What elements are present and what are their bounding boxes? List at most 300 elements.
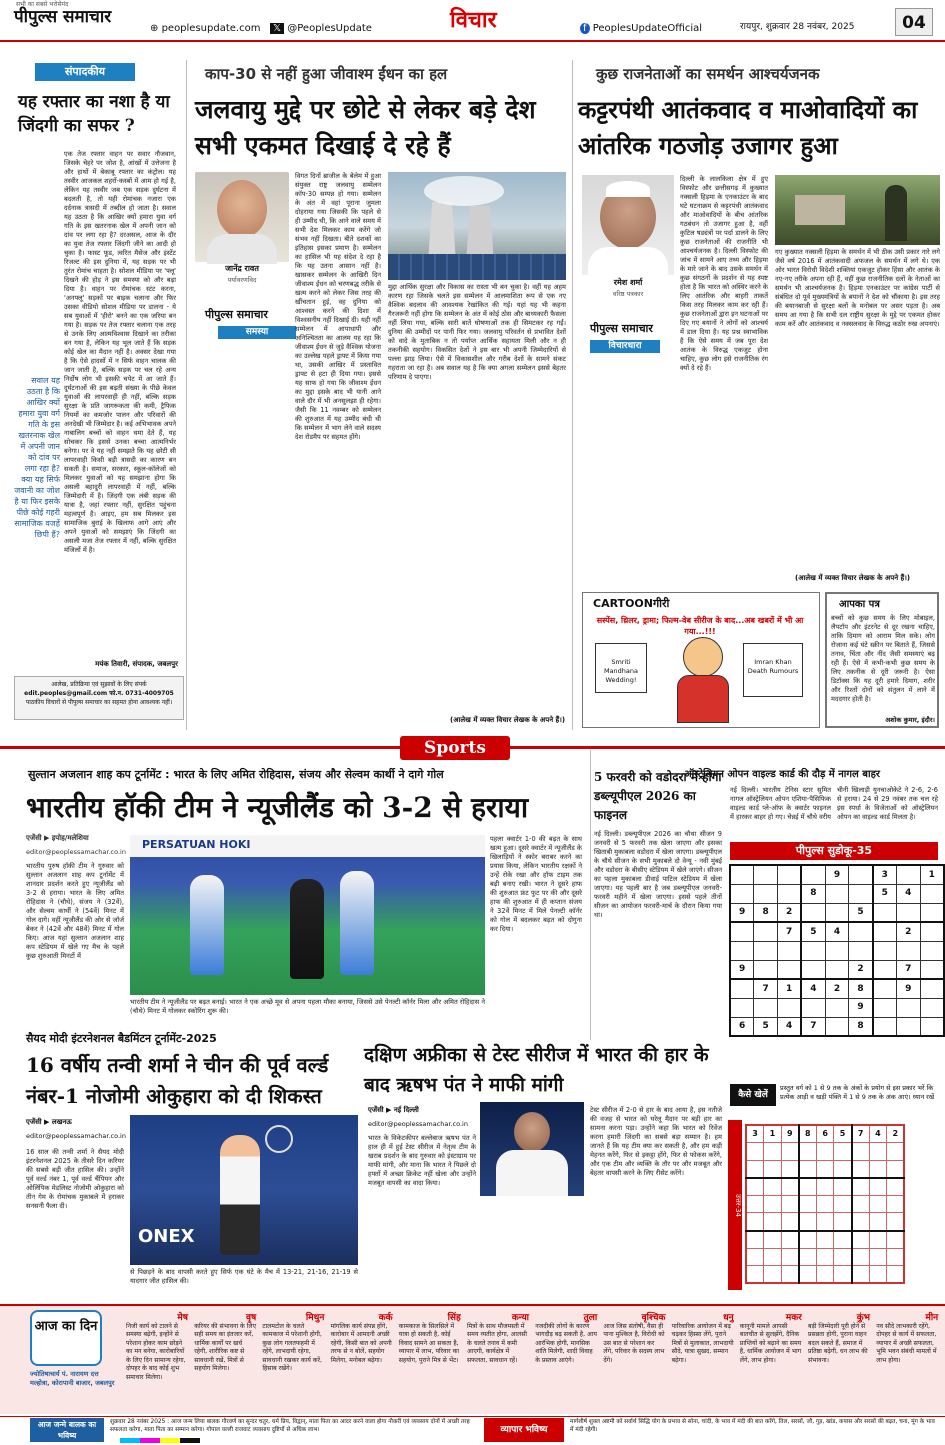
sudoku-cell[interactable] — [825, 1017, 849, 1036]
cartoon-box — [582, 592, 820, 728]
sudoku-cell[interactable]: 1 — [920, 865, 944, 884]
kaise-khelen-text: प्रस्तुत वर्ग को 1 से 9 तक के अंकों के प्रयोग से इस प्रकार भरें कि प्रत्येक आड़ी व खड़ी पंक्ति में 1 से 9 तक के अंक आएं। ध्यान रखें — [780, 1084, 935, 1101]
sudoku-row — [730, 922, 944, 941]
sudoku-cell — [816, 1178, 834, 1196]
sudoku-cell — [869, 1195, 887, 1213]
sudoku-cell — [781, 1195, 799, 1213]
rashi-text: पारिवारिक आयोजन में बढ़ चढ़कर हिस्सा लेंगे, पुराने मित्रों से मुलाकात, लाभदायी सौदे, यात्रा सुखद, सम्मान बढ़ेगा। — [671, 1322, 734, 1364]
rashi-name: धनु — [723, 1313, 734, 1323]
sudoku-cell — [834, 1195, 852, 1213]
sudoku-cell[interactable]: 2 — [896, 922, 920, 941]
sudoku-cell: 5 — [834, 1125, 852, 1143]
sudoku-cell[interactable] — [896, 941, 920, 960]
sudoku-grid[interactable] — [729, 864, 945, 1037]
sudoku-cell[interactable] — [778, 960, 802, 979]
sudoku-cell — [834, 1213, 852, 1231]
sudoku-cell — [887, 1231, 905, 1249]
x-icon: 𝕏 — [270, 23, 284, 34]
rashi-item — [329, 1312, 395, 1410]
climate-body-1b — [195, 352, 381, 724]
sudoku-cell[interactable] — [801, 998, 825, 1017]
sudoku-cell[interactable]: 7 — [754, 979, 778, 998]
pant-agency: एजेंसी ▶ नई दिल्ली — [368, 1106, 419, 1114]
contact-line: आलेख, प्रतिक्रिया एवं सुझावों के लिए संपर्क — [51, 681, 147, 688]
sudoku-cell — [764, 1231, 782, 1249]
sudoku-cell — [746, 1143, 764, 1161]
sudoku-cell[interactable]: 7 — [896, 960, 920, 979]
editorial-title: यह रफ्तार का नशा है या जिंदगी का सफर ? — [18, 92, 170, 136]
badminton-email[interactable]: editor@peoplessamachar.co.in — [26, 1132, 126, 1140]
climate-body-1: विगत दिनों ब्राजील के बेलेम में हुआ संयुक्त राष्ट्र जलवायु सम्मेलन कॉप-30 सम्पन्न हो गया। सम्मेलन के अंत में वहां पूराना जुमला दोहराया गया जिसकी कि पहले से ही उम्मीद थी, कि आने वाले समय में सभी देश मिलकर काम करेंगे जो संभव नहीं दिखता। बीते दशकों का इतिहास इसका प्रमाण है। सम्मेलन का हासिल भी यह संदेश दे रहा है कि यह उतना आसान नहीं है। खासकर सम्मेलन के आखिरी दिन जीवाश्म ईंधन को चरणबद्ध तरीके से खत्म करने को लेकर जिस तरह की खींचतान हुई, वह दुनिया को आश्वस्त करने की दिशा में विश्वसनीय नहीं दिखाई दी। यही नहीं सम्मेलन में आपाधापी और अनिश्चितता का आलम यह रहा कि जीवाश्म ईंधन से जुड़े वैश्विक योजना का उल्लेख पहले ड्राफ्ट में किया गया था, उसकी आखिर में प्रस्तावित ड्राफ्ट से हटा ही दिया गया। इससे यह साफ हो गया कि जीवाश्म ईंधन का मुद्दा इसके बाद भी यानी आने वाले दौर में भी अनसुलझा ही रहेगा। जैसी कि 11 नवम्बर को सम्मेलन की शुरुआत में यह उम्मीद बंधी थी कि सम्मेलन में भाग लेने वाले सदस्य देश रोडमैप पर सहमत होंगे। — [295, 172, 381, 441]
aus-headline: ऑस्ट्रेलियन ओपन वाइल्ड कार्ड की दौड़ में नागल बाहर — [684, 769, 880, 780]
sudoku-cell — [781, 1143, 799, 1161]
terror-body-1b — [582, 365, 768, 585]
sudoku-cell — [816, 1143, 834, 1161]
registration-bar — [140, 1438, 160, 1443]
sudoku-cell — [764, 1160, 782, 1178]
sudoku-cell[interactable] — [873, 922, 897, 941]
cartoon-figure — [673, 637, 733, 725]
climate-note: (आलेख में व्यक्त विचार लेखक के अपने हैं।) — [450, 716, 566, 724]
sudoku-cell — [746, 1266, 764, 1284]
rashi-text: कानूनी मामले आपसी बातचीत से सुलझेंगे, दैनिक प्राप्तियों को बढ़ाने का समय है, धार्मिक आयोजन में भाग लेंगे, लाभ होगा। — [739, 1322, 802, 1364]
rashi-item — [260, 1312, 326, 1410]
sudoku-cell — [799, 1143, 817, 1161]
sudoku-cell — [816, 1195, 834, 1213]
badminton-kicker: सैयद मोदी इंटरनेशनल बैडमिंटन टूर्नामेंट-2025 — [26, 1032, 217, 1045]
contact-email[interactable]: edit.peoples@gmail.com फो.न. 0731-4009705 — [24, 690, 174, 697]
sudoku-cell[interactable]: 8 — [849, 979, 873, 998]
sudoku-cell[interactable] — [825, 960, 849, 979]
sudoku-row — [730, 865, 944, 884]
pant-headline: दक्षिण अफ्रीका से टेस्ट सीरीज में भारत की हार के बाद ऋषभ पंत ने माफी मांगी — [364, 1044, 709, 1096]
terror-body-1: दिल्ली के लालकिला क्षेत्र में हुए विस्फोट और छत्तीसगढ़ में कुख्यात नक्सली हिड़मा के एनकाउंटर के बाद घटे घटनाक्रम से कट्टरपंथी आतंकवाद और माओवादियों के बीच आंतरिक गठबंधन तो उजागर हुआ है, वहीं कुटिल षड्यंत्रों पर पर्दा डालने के लिए कुछ राजनेताओं की राजनीति भी आश्चर्यजनक है। दिल्ली विस्फोट की जांच में सामने आए तथ्य और हिड़मा के मारे जाने के बाद उसके समर्थन में कुछ संगठनों के प्रदर्शन से यह स्पष्ट होता है कि भारत को अस्थिर करने के लिए आतंरिक और बाहरी ताकतें किस तरह मिलकर काम कर रही हैं। कुछ राजनेताओं द्वारा इन घटनाओं पर दिए गए बयानों ने लोगों को आश्चर्य में डाल दिया है। यह प्रश्न स्वाभाविक है कि ऐसे समय में जब पूरा देश आतंक के विरुद्ध एकजुट होना चाहिए, कुछ लोग इसे राजनीतिक रंग क्यों दे रहे हैं। — [680, 175, 768, 372]
sudoku-cell — [764, 1248, 782, 1266]
rashi-text: करियर की संभावना के लिए सही समय का इंतजार करें, धार्मिक कार्यों पर खर्च रहेगी, शारीरिक कष्ट से सावधानी रखें, मित्रों से सहयोग मिलेगा। — [194, 1322, 256, 1372]
pant-body-2: टेस्ट सीरीज में 2-0 से हार के बाद आया है, इस नतीजे की वजह से भारत को घरेलू मैदान पर बड़ी हार का सामना करना पड़ा। उन्होंने कहा कि भारत को रिवेंज करना हमारी जिंदगी का सबसे बड़ा सम्मान है। हम जानते हैं कि यह टीम क्या कर सकती है, और हम कड़ी मेहनत करेंगे, फिर से इकट्ठा होंगे, फिर से फोकस करेंगे, और एक टीम और व्यक्ति के तौर पर और मजबूत और बेहतर वापसी करने के लिए रीसेट करेंगे। — [590, 1106, 722, 1177]
sudoku-row — [746, 1266, 904, 1284]
newspaper-logo: पीपुल्स समाचार — [14, 7, 112, 27]
editorial-contact-box — [14, 676, 184, 720]
sudoku-cell[interactable] — [825, 941, 849, 960]
sudoku-cell[interactable]: 4 — [801, 979, 825, 998]
sudoku-cell[interactable] — [920, 922, 944, 941]
column-tag-2: विचारधारा — [590, 340, 660, 353]
sudoku-cell[interactable]: 5 — [849, 903, 873, 922]
sudoku-cell[interactable] — [801, 865, 825, 884]
badminton-photo: ONEX — [130, 1115, 358, 1265]
business-text: मार्गशीर्ष शुक्ल अष्टमी को सर्वार्थ सिद्धि योग के प्रभाव से सोना, चांदी, के भाव में मंदी की बात करेंगे, तिल, सरसों, जौ, गुड़, खांड, कपास और सरसों की बढ़त, चना, मूंग के भाव में मंदी रहेगी। — [570, 1419, 935, 1433]
sudoku-cell — [764, 1266, 782, 1284]
hockey-photo: PERSATUAN HOKI — [130, 835, 485, 995]
rashi-name: मकर — [785, 1313, 802, 1323]
cartoon-sign-1: Smriti Mandhana Wedding! — [595, 643, 647, 693]
sudoku-cell — [852, 1213, 870, 1231]
sudoku-cell[interactable] — [849, 922, 873, 941]
sudoku-cell — [799, 1231, 817, 1249]
sudoku-cell[interactable] — [754, 941, 778, 960]
rashi-text: नव सौदे लाभकारी रहेंगे, दोपहर से कार्य में सफलता, व्यापार में अच्छी सफलता, भूमि भवन संबंधी मामलों में लाभ होगा। — [876, 1322, 937, 1364]
sudoku-cell — [816, 1248, 834, 1266]
rashi-text: आज जिस संतोषी, वैसा ही पाना मुश्किल है, विरोधी को उस बात से परेशान कर लेंगे, परिवार के सदस्य लाभ देंगे। — [603, 1322, 665, 1364]
hockey-photo-caption: भारतीय टीम ने न्यूजीलैंड पर बढ़त बनाई। भारत ने एक अच्छे मूव से अपना पहला मौका बनाया, जिससे उसे पेनल्टी कॉर्नर मिला और अमित रोहिदास ने (चौथे) मिनट में गोलकर स्कोरिंग शुरू की। — [130, 998, 485, 1015]
sudoku-cell — [764, 1195, 782, 1213]
sudoku-cell: 2 — [887, 1125, 905, 1143]
sudoku-cell — [799, 1213, 817, 1231]
sudoku-cell — [852, 1178, 870, 1196]
sudoku-cell — [887, 1248, 905, 1266]
sudoku-cell — [816, 1266, 834, 1284]
sudoku-cell — [834, 1266, 852, 1284]
website-link[interactable]: ⊕ peoplesupdate.com — [150, 23, 261, 34]
rashi-name: मिथुन — [305, 1313, 325, 1323]
sudoku-cell[interactable] — [896, 903, 920, 922]
sudoku-cell — [834, 1178, 852, 1196]
column-tag: समस्या — [218, 326, 296, 339]
badminton-caption: से पिछड़ने के बाद वापसी करते हुए सिर्फ एक घंटे के मैच में 13-21, 21-16, 21-19 से यादगार जीत हासिल की। — [130, 1268, 358, 1285]
sudoku-cell[interactable] — [920, 979, 944, 998]
disclaimer: पाठकीय विचारों से पीपुल्स समाचार का सहमत होना आवश्यक नहीं। — [25, 699, 173, 706]
sudoku-cell[interactable] — [730, 979, 754, 998]
sports-section-label: Sports — [400, 736, 510, 760]
rashi-text: मांगलिक कार्य संपन्न होंगे, कारोबार में आमदनी अच्छी रहेगी, किसी बात को अपनी तरफ से न बोलें, सहयोग मिलेगा, मनोबल बढ़ेगा। — [330, 1322, 392, 1364]
column-logo: पीपुल्स समाचार — [205, 308, 268, 321]
sudoku-cell — [869, 1213, 887, 1231]
badminton-headline: 16 वर्षीय तन्वी शर्मा ने चीन की पूर्व वर्ल्ड नंबर-1 नोजोमी ओकुहारा को दी शिकस्त — [26, 1053, 329, 1108]
maoist-photo — [775, 175, 940, 245]
rashi-text: बड़ी जिम्मेदारी पूरी होने से प्रसन्नता होगी, पुराना वाहन बदल सकते हैं, समाज में प्रतिष्ठा बढ़ेगी, धन लाभ की संभावना। — [808, 1322, 868, 1364]
power-plant-photo — [388, 172, 566, 280]
sudoku-cell — [781, 1266, 799, 1284]
answer-label: उत्तर-34 — [728, 1120, 742, 1290]
sudoku-cell[interactable] — [920, 941, 944, 960]
sudoku-cell — [887, 1160, 905, 1178]
rashi-item — [806, 1312, 872, 1410]
sudoku-cell: 3 — [746, 1125, 764, 1143]
sudoku-cell[interactable] — [754, 998, 778, 1017]
pant-email[interactable]: editor@peoplessamachar.co.in — [368, 1120, 468, 1128]
sudoku-cell — [887, 1178, 905, 1196]
sudoku-cell[interactable] — [849, 865, 873, 884]
sudoku-cell — [852, 1160, 870, 1178]
sudoku-cell: 7 — [852, 1125, 870, 1143]
sudoku-cell — [852, 1195, 870, 1213]
sudoku-cell: 4 — [869, 1125, 887, 1143]
rashi-text: मित्रों के साथ मौजमस्ती में समय व्यतीत होगा, आलसी के चलते तनाव में कमी आएगी, कार्यक्षेत्र में सफलता, सावधान रहें। — [467, 1322, 527, 1364]
sudoku-cell[interactable] — [730, 998, 754, 1017]
rashi-text: निजी कार्य को टालने से समस्या बढ़ेगी, इन्होंने से परेशान होकर काम छोड़ने का मन बनेगा, कारोबारियों के लिए दिन सामान्य रहेगा, दोपहर के बाद कोई शुभ समाचार मिलेगा। — [126, 1322, 186, 1381]
climate-body-2: मुद्दा आर्थिक सुरक्षा और विकास का रास्ता भी बन चुका है। वहीं यह अहम कारण रहा जिसके चलते इस सम्मेलन में आलमाशिता रूप से एक नए वैश्विक बदलाव की आवश्यक रेखांकित की गई। यहां यह भी कहना गैरजरूरी नहीं होगा कि सम्मेलन के अंत में कोई ठोस और बाध्यकारी फैसला नहीं लिया गया, बल्कि सारी बातें घोषणाओं तक ही सिमटकर रह गईं। दुनिया की उम्मीदों पर पानी फिर गया। जलवायु परिवर्तन से प्रभावित देशों को वादे के मुताबिक न तो पर्याप्त आर्थिक सहायता मिली और न ही तकनीकी सहयोग। विकसित देशों ने इस बार भी अपनी जिम्मेदारियों से पल्ला झाड़ लिया। ऐसे में विकासशील और गरीब देशों के सामने संकट गहराता जा रहा है। अब सवाल यह है कि क्या अगला सम्मेलन इससे बेहतर परिणाम दे पाएगा। — [388, 283, 566, 381]
sudoku-row — [730, 960, 944, 979]
sudoku-row — [730, 998, 944, 1017]
wpl-body: नई दिल्ली। डब्ल्यूपीएल 2026 का चौथा सीजन 9 जनवरी से 5 फरवरी तक खेला जाएगा और इसका खिताबी मुकाबला वडोदरा में खेला जाएगा। डब्ल्यूपीएल के चौथे सीजन के सभी मुकाबले दो वेन्यू - नवी मुंबई और वडोदरा के बीसीए स्टेडियम में खेले जाएंगे। सीजन का पहला मुकाबला डीवाई पाटिल स्टेडियम में खेला जाएगा। यह पहली बार है जब डब्ल्यूपीएल जनवरी-फरवरी महीने में खेला जाएगा। इससे पहले तीनों सीजन का आयोजन फरवरी-मार्च के दौरान किया गया था। — [594, 830, 722, 919]
sudoku-cell[interactable]: 1 — [778, 979, 802, 998]
editorial-label: संपादकीय — [35, 63, 135, 81]
sudoku-cell[interactable] — [920, 998, 944, 1017]
author-photo — [195, 172, 289, 262]
aaj-janme-text: शुक्रवार 28 नवंबर 2025 : आज जन्म लिया बालक गौरवर्ण का सुन्दर चतुर, धर्म प्रिय, विद्वान्, माता पिता का आदर करने वाला होगा नौकरी एवं व्यवसाय दोनों में अच्छी तरह सफलता करेगा, माता पिता का सम्मान करेगा। गोपाल वल्ली राजवाट व्यवसाय दुष्टियों से अधिक लाभ। — [110, 1419, 470, 1433]
sudoku-cell — [869, 1160, 887, 1178]
sudoku-cell — [834, 1160, 852, 1178]
sudoku-cell[interactable] — [896, 865, 920, 884]
letters-label: आपका पत्र — [839, 599, 880, 610]
facebook-link[interactable]: f PeoplesUpdateOfficial — [580, 22, 702, 36]
column-divider — [186, 60, 187, 730]
sudoku-cell[interactable]: 9 — [849, 998, 873, 1017]
sudoku-cell[interactable] — [754, 884, 778, 903]
rashi-name: मेष — [177, 1313, 188, 1323]
dateline: रायपुर, शुक्रवार 28 नवंबर, 2025 — [740, 22, 855, 32]
rashi-item — [601, 1312, 667, 1410]
sudoku-cell — [887, 1213, 905, 1231]
sudoku-cell[interactable] — [825, 903, 849, 922]
sudoku-cell: 9 — [781, 1125, 799, 1143]
rashi-item — [397, 1312, 463, 1410]
sudoku-cell[interactable] — [801, 941, 825, 960]
sudoku-cell[interactable]: 7 — [801, 1017, 825, 1036]
sudoku-cell[interactable]: 8 — [801, 884, 825, 903]
sudoku-row — [730, 979, 944, 998]
registration-bar — [120, 1438, 140, 1443]
sudoku-row — [746, 1178, 904, 1196]
sudoku-cell — [746, 1195, 764, 1213]
sudoku-cell[interactable] — [778, 998, 802, 1017]
sudoku-cell[interactable]: 4 — [778, 1017, 802, 1036]
aaj-janme-label: आज जन्मे बालक का भविष्य — [30, 1418, 104, 1442]
sudoku-answer-grid — [745, 1124, 905, 1284]
hockey-email[interactable]: editor@peoplessamachar.co.in — [26, 848, 126, 856]
tagline: सभी का सबसे भरोसेमंद — [16, 1, 69, 8]
editorial-body: एक तेज रफ्तार वाहन पर सवार नौजवान, जिसके चेहरे पर जोश है, आंखों में उत्तेजना है और हाथों में बेकाबू रफ्तार का कंट्रोल। यह तस्वीर आजकल शहरों-कस्बों में आम हो गई है, लेकिन यह तस्वीर जब एक सड़क दुर्घटना में बदलती है, तो यही रोमांचक नजारा एक दर्दनाक त्रासदी में तब्दील हो जाता है। सवाल यह उठता है कि आखिर क्यों हमारा युवा वर्ग गति के इस खतरनाक खेल में अपनी जान को दांव पर लगा रहा है? दरअसल, आज के दौर का युवा तेज रफ्तार जिंदगी जीने का आदी हो चुका है। फास्ट फूड, त्वरित मैसेज और इंस्टेंट रिजल्ट की इस दुनिया में, यह सड़क पर भी तुरंत रोमांच चाहता है। सोशल मीडिया पर 'फ्लू' दिखने की होड़ ने इस समस्या को और बढ़ा दिया है। वाहन पर रोमांचक स्टंट करना, 'अनफ्लू' सड़कों पर बाइक चलाना और फिर उसका वीडियो सोशल मीडिया पर डालना - ये सब युवाओं में 'हीरो' बनने का एक जरिया बन गया है। सड़क पर तेज रफ्तार चलाना एक तरह से उनके लिए आत्मविश्वास दिखाने का तरीका बन गया है, लेकिन यह भूल जाते हैं कि सड़क कोई खेल का मैदान नहीं है। अक्सर देखा गया है कि ऐसे हादसों में न सिर्फ वाहन चालक की जान जाती है, बल्कि सड़क पर चल रहे अन्य निर्दोष लोग भी इसकी चपेट में आ जाते हैं। दुर्घटनाओं की इस बढ़ती संख्या के पीछे केवल युवाओं की लापरवाही ही नहीं, बल्कि सड़क सुरक्षा के प्रति जागरूकता की कमी, ट्रैफिक नियमों का कमजोर पालन और परिवारों की अनदेखी भी जिम्मेदार है। कई अभिभावक अपने नाबालिग बच्चों को वाहन थमा देते हैं, यह सोचकर कि इससे उनका बच्चा आत्मनिर्भर बनेगा। पर वे यह नहीं समझते कि यह छोटी सी लापरवाही किसी बड़ी त्रासदी का कारण बन सकती है। समाज, सरकार, स्कूल-कॉलेजों को मिलकर युवाओं को यह समझाना होगा कि असली बहादुरी लापरवाही में नहीं, बल्कि जिम्मेदारी में है। जिंदगी एक लंबी सड़क की यात्रा है, जहां रफ्तार नहीं, सुरक्षित पहुंचना महत्वपूर्ण है। आइए, हम सब मिलकर इस सामाजिक बुराई के खिलाफ आगे आएं और अपने युवाओं को समझाएं कि जिंदगी का असली मजा तेज रफ्तार में नहीं, बल्कि सुरक्षित मंजिलों में है। — [64, 150, 176, 554]
sudoku-cell[interactable] — [801, 903, 825, 922]
rashi-name: कुंभ — [856, 1313, 870, 1323]
rashi-item — [738, 1312, 804, 1410]
sudoku-cell — [887, 1266, 905, 1284]
sudoku-cell[interactable] — [730, 922, 754, 941]
sudoku-cell[interactable] — [920, 903, 944, 922]
sudoku-cell[interactable]: 5 — [873, 884, 897, 903]
aus-body: नई दिल्ली। भारतीय टेनिस स्टार सुमित नागल ऑस्ट्रेलियन ओपन एशिया-पैसिफिक वाइल्ड कार्ड प्ले-ऑफ के क्वार्टर फाइनल में हारकर बाहर हो गए। चेन्नई में चौथे वरीय चीनी खिलाड़ी युनचाओकेटे ने 2-6, 2-6 से हराया। 24 से 29 नवंबर तक चल रहे इस स्पर्धा के विजेताओं को ऑस्ट्रेलियन ओपन का वाइल्ड कार्ड मिलता है। — [730, 786, 938, 821]
sudoku-cell — [816, 1160, 834, 1178]
pant-body: भारत के विकेटकीपर बल्लेबाज ऋषभ पंत ने हाल ही में हुई टेस्ट सीरीज में नेतृत्व टीम के खराब प्रदर्शन के बाद गुरुवार को इंस्टाग्राम पर माफी मांगी, और माना कि भारत ने पिछले दो हफ्तों में अच्छा क्रिकेट नहीं खेला और उन्होंने मजबूत वापसी का वादा किया। — [368, 1134, 476, 1187]
twitter-link[interactable]: 𝕏 @PeoplesUpdate — [270, 22, 372, 36]
sudoku-cell — [852, 1248, 870, 1266]
letters-body: बच्चों को कुछ समय के लिए मोबाइल, लैपटॉप और इंटरनेट से दूर रखना चाहिए, ताकि दिमाग को आराम मिल सके। लोग रोजाना कई घंटे स्क्रीन पर बिताते हैं, जिससे तनाव, चिंता और नींद जैसी समस्याएं बढ़ रही हैं। ऐसे में कभी-कभी कुछ समय के लिए तकनीक से दूरी जरूरी है। ऐसा डिटॉक्स कि यह दूरी हमारे दिमाग, शरीर और रिश्तों दोनों को संतुलन में लाने में मददगार होती है। — [831, 614, 935, 703]
sudoku-cell — [869, 1178, 887, 1196]
kaise-khelen-label: कैसे खेलें — [730, 1084, 776, 1106]
sudoku-cell[interactable]: 9 — [730, 960, 754, 979]
sudoku-cell[interactable] — [873, 1017, 897, 1036]
sudoku-cell — [746, 1213, 764, 1231]
hockey-agency: एजेंसी ▶ इपोह/मलेशिया — [26, 834, 89, 842]
sudoku-cell[interactable] — [873, 998, 897, 1017]
sudoku-cell[interactable] — [873, 979, 897, 998]
cartoon-caption: सस्पेंस, थ्रिलर, ड्रामा; फिल्म-वेब सीरीज के बाद...अब खबरों में भी आ गया...!!! — [596, 616, 804, 636]
rashi-item — [670, 1312, 736, 1410]
registration-bar — [180, 1438, 200, 1443]
column-divider-2 — [572, 60, 573, 730]
hockey-body-2: पहला क्वार्टर 1-0 की बढ़त के साथ खत्म हुआ। दूसरे क्वार्टर में न्यूजीलैंड के खिलाड़ियों ने स्कोर बराबर करने का प्रयास किया, लेकिन भारतीय रक्षकों ने उन्हें रोके रखा और हॉफ टाइम तक बढ़ी बनाए रखी। भारत ने दूसरे हाफ की शुरुआत फ्रंट फुट पर की और दूसरे हाफ की शुरुआत में ही कप्तान संजय ने 32वें मिनट में मिले पेनल्टी कॉर्नर को गोल में बदलकर बढ़त को दोगुना कर दिया। — [490, 835, 582, 933]
rashi-name: सिंह — [447, 1313, 461, 1323]
sudoku-cell[interactable] — [730, 941, 754, 960]
rashi-name: वृश्चिक — [641, 1313, 666, 1323]
rashi-text: कामकाज के सिलसिले में यात्रा हो सकती है, कोई विवाद सामने आ सकता है, व्यापार में लाभ, परिवार का सहयोग, पुराने मित्र से भेंट। — [398, 1322, 460, 1364]
sudoku-cell[interactable] — [920, 1017, 944, 1036]
terror-note: (आलेख में व्यक्त विचार लेखक के अपने हैं।) — [795, 574, 911, 582]
sudoku-cell — [799, 1178, 817, 1196]
sudoku-row — [730, 903, 944, 922]
sudoku-cell[interactable]: 7 — [778, 922, 802, 941]
sudoku-cell[interactable] — [778, 865, 802, 884]
sudoku-cell: 1 — [764, 1125, 782, 1143]
badminton-agency: एजेंसी ▶ लखनऊ — [26, 1118, 72, 1126]
climate-author-role: पर्यावरणविद — [227, 276, 257, 284]
sudoku-cell — [764, 1178, 782, 1196]
rashi-item — [874, 1312, 940, 1410]
page-number: 04 — [895, 8, 933, 36]
sudoku-cell — [869, 1143, 887, 1161]
sudoku-cell — [887, 1195, 905, 1213]
sudoku-cell[interactable]: 2 — [849, 960, 873, 979]
sudoku-cell[interactable] — [825, 884, 849, 903]
sudoku-cell — [852, 1143, 870, 1161]
section-title: विचार — [450, 7, 497, 33]
sudoku-cell[interactable]: 9 — [825, 865, 849, 884]
sudoku-row — [730, 1017, 944, 1036]
rashi-item — [192, 1312, 258, 1410]
sudoku-cell — [764, 1213, 782, 1231]
rashi-text: नजदीकी लोगों के कारण भागदौड़ बढ़ सकती है, आय आरंभिक होगी, मानसिक शांति मिलेगी, शादी विवाह के प्रस्ताव आएंगे। — [535, 1322, 597, 1364]
sudoku-label: पीपुल्स सुडोकू-35 — [730, 842, 938, 860]
sudoku-cell — [869, 1248, 887, 1266]
sudoku-cell — [781, 1160, 799, 1178]
hockey-kicker: सुल्तान अजलान शाह कप टूर्नामेंट : भारत के लिए अमित रोहिदास, संजय और सेल्वम कार्थी ने दागे गोल — [28, 768, 444, 781]
sudoku-cell — [781, 1231, 799, 1249]
sudoku-cell[interactable] — [754, 922, 778, 941]
business-label: व्यापार भविष्य — [484, 1418, 564, 1442]
rashi-name: वृष — [245, 1313, 257, 1323]
sudoku-cell[interactable]: 2 — [825, 979, 849, 998]
sudoku-cell — [869, 1231, 887, 1249]
sudoku-cell — [764, 1143, 782, 1161]
sudoku-cell[interactable] — [873, 941, 897, 960]
terror-kicker: कुछ राजनेताओं का समर्थन आश्चर्यजनक — [596, 65, 820, 83]
sudoku-row — [746, 1125, 904, 1143]
sudoku-cell[interactable] — [825, 998, 849, 1017]
sudoku-cell[interactable]: 5 — [754, 1017, 778, 1036]
sudoku-cell[interactable] — [778, 941, 802, 960]
sudoku-cell — [816, 1231, 834, 1249]
sudoku-cell — [816, 1213, 834, 1231]
sudoku-row — [730, 884, 944, 903]
facebook-icon: f — [580, 23, 590, 34]
rashi-item — [465, 1312, 531, 1410]
sudoku-cell[interactable] — [896, 1017, 920, 1036]
rashi-name: कर्क — [378, 1313, 393, 1323]
sudoku-cell — [799, 1266, 817, 1284]
sudoku-cell[interactable]: 3 — [873, 865, 897, 884]
sudoku-cell[interactable] — [801, 960, 825, 979]
climate-author: जानेंद्र रावत — [225, 264, 259, 273]
sudoku-cell[interactable] — [920, 960, 944, 979]
cartoon-sign-2: Imran Khan Death Rumours — [743, 643, 803, 697]
sudoku-cell[interactable]: 8 — [849, 1017, 873, 1036]
sudoku-row — [746, 1248, 904, 1266]
terror-body-2: गए कुख्यात नक्सली हिड़मा के समर्थन में भी ठीक उसी प्रकार नारे लगे जैसे वर्ष 2016 में आतंकवादी अफजल के समर्थन में लगे थे। एक ओर भारत विरोधी विदेशी शक्तियां एकजुट होकर हिंसा और आतंक के नए-नए तरीके अपना रही हैं, वहीं कुछ राजनीतिक दलों के नेताओं का समर्थन भी आश्चर्यजनक है। हिड़मा एनकाउंटर पर कांग्रेस पार्टी से संबंधित दो पूर्व मुख्यमंत्रियों के बयानों ने देश को चौंकाया है। इस तरह की बयानबाजी से सुरक्षा बलों के मनोबल पर असर पड़ता है। अब समय आ गया है कि सभी दल राष्ट्रीय सुरक्षा के मुद्दे पर एकमत होकर काम करें और आतंकवाद व नक्सलवाद के विरुद्ध कठोर रुख अपनाएं। — [775, 248, 940, 328]
terror-headline: कट्टरपंथी आतंकवाद व माओवादियों का आंतरिक गठजोड़ उजागर हुआ — [578, 95, 918, 160]
sudoku-cell[interactable] — [730, 865, 754, 884]
pant-body-mid — [480, 1200, 584, 1300]
sudoku-cell — [781, 1178, 799, 1196]
sudoku-cell[interactable]: 9 — [896, 979, 920, 998]
sudoku-cell[interactable] — [873, 960, 897, 979]
rashi-name: कन्या — [511, 1313, 529, 1323]
sudoku-cell: 6 — [816, 1125, 834, 1143]
sudoku-cell[interactable] — [730, 884, 754, 903]
sudoku-cell — [869, 1266, 887, 1284]
hockey-headline: भारतीय हॉकी टीम ने न्यूजीलैंड को 3-2 से हराया — [26, 791, 529, 824]
editorial-pullquote: सवाल यह उठता है कि आखिर क्यों हमारा युवा वर्ग गति के इस खतरनाक खेल में अपनी जान को दांव पर लगा रहा है? क्या यह सिर्फ जवानी का जोश है या फिर इसके पीछे कोई गहरी सामाजिक वजहें छिपी हैं? — [14, 376, 60, 539]
sudoku-cell — [746, 1178, 764, 1196]
sudoku-cell[interactable]: 4 — [896, 884, 920, 903]
sudoku-cell[interactable] — [754, 865, 778, 884]
sudoku-cell[interactable]: 4 — [825, 922, 849, 941]
sudoku-cell[interactable]: 8 — [754, 903, 778, 922]
rashi-item — [533, 1312, 599, 1410]
sudoku-cell[interactable]: 2 — [778, 903, 802, 922]
aaj-ka-din-label: आज का दिन — [30, 1310, 102, 1366]
sudoku-cell[interactable]: 5 — [801, 922, 825, 941]
author-photo-2 — [582, 175, 674, 275]
sudoku-cell[interactable]: 6 — [730, 1017, 754, 1036]
sudoku-row — [746, 1213, 904, 1231]
terror-author: रमेश शर्मा — [613, 278, 643, 287]
astrologer-name: ज्योतिषाचार्य पं. नारायण दत्त मल्होत्रा, कोरापानी बाजार, जबलपुर — [30, 1370, 115, 1387]
column-logo-2: पीपुल्स समाचार — [590, 322, 653, 335]
sudoku-cell — [799, 1248, 817, 1266]
sudoku-cell[interactable] — [920, 884, 944, 903]
masthead — [0, 0, 945, 42]
sudoku-cell — [834, 1143, 852, 1161]
sudoku-cell[interactable] — [849, 884, 873, 903]
climate-kicker: काप-30 से नहीं हुआ जीवाश्म ईंधन का हल — [205, 65, 448, 83]
sudoku-cell[interactable] — [778, 884, 802, 903]
rashi-item — [124, 1312, 190, 1410]
sudoku-cell — [746, 1160, 764, 1178]
sudoku-cell — [781, 1248, 799, 1266]
sudoku-cell — [834, 1231, 852, 1249]
sudoku-cell — [799, 1160, 817, 1178]
sudoku-row — [746, 1231, 904, 1249]
sudoku-row — [746, 1195, 904, 1213]
sudoku-cell — [852, 1231, 870, 1249]
badminton-body: 16 साल की तन्वी शर्मा ने सैयद मोदी इंटरनेशनल 2025 के तीसरे दिन करियर की सबसे बड़ी जीत हासिल की। उन्होंने पूर्व वर्ल्ड नंबर 1, पूर्व वर्ल्ड चैंपियन और ओलिंपिक मेडलिस्ट नोजोमी ओकुहारा को तीन गेम के रोमांचक मुकाबले में हराकर सनसनी फैला दी। — [26, 1148, 124, 1210]
sudoku-cell[interactable] — [849, 941, 873, 960]
terror-author-role: वरिष्ठ पत्रकार — [612, 290, 644, 298]
sudoku-cell — [746, 1248, 764, 1266]
sudoku-cell[interactable] — [896, 998, 920, 1017]
letters-byline: अशोक कुमार, इंदौर। — [885, 716, 935, 724]
sudoku-cell[interactable] — [873, 903, 897, 922]
sudoku-cell[interactable] — [754, 960, 778, 979]
sudoku-cell[interactable]: 9 — [730, 903, 754, 922]
hockey-body: भारतीय पुरुष हॉकी टीम ने गुरुवार को सुल्तान अजलान शाह कप टूर्नामेंट में शानदार प्रदर्शन करते हुए न्यूजीलैंड को 3-2 से हराया। भारत के लिए अमित रोहिदास ने (चौथे), संजय ने (32वें), और सेल्वम कार्थी ने (54वें) मिनट में गोल दागे। वहीं न्यूजीलैंड की ओर से जॉर्ज बेकर ने (42वें और 48वें) मिनट में गोल किए। आज यहां सुल्तान अजलान शाह कप स्टेडियम में खेले गए मैच के पहले कुछ शुरुआती मिनटों में — [26, 862, 124, 960]
rashi-name: तुला — [583, 1313, 598, 1323]
letters-box — [825, 592, 939, 728]
rashi-name: मीन — [925, 1313, 939, 1323]
sudoku-cell — [887, 1143, 905, 1161]
sudoku-row — [746, 1160, 904, 1178]
